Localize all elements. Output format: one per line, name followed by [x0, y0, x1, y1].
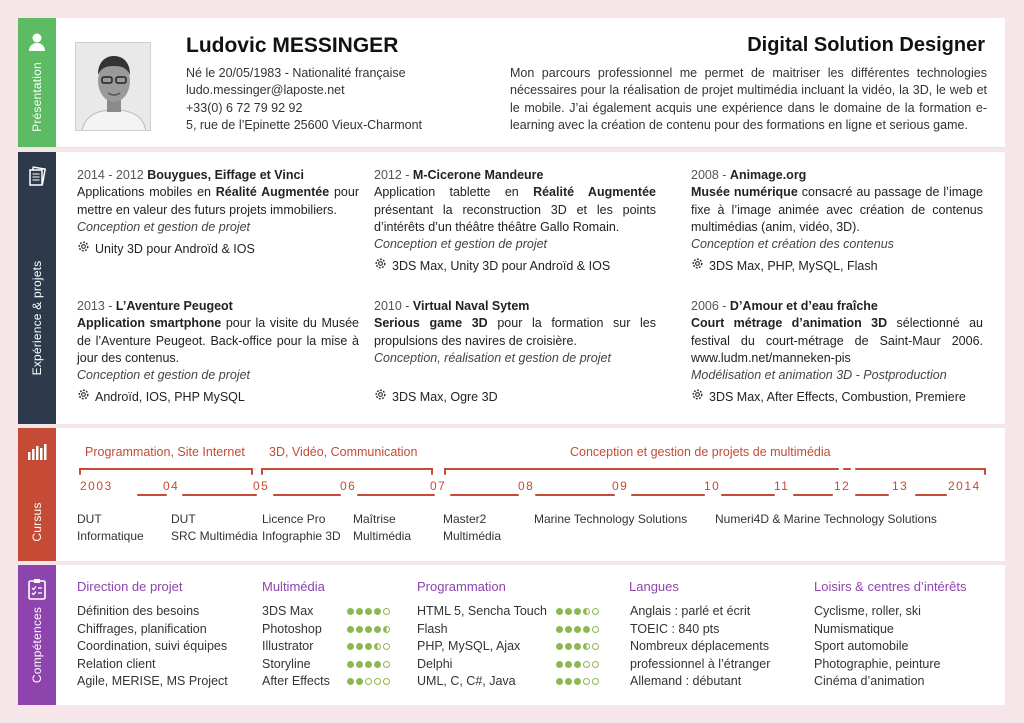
experience-years: 2014 - 2012	[77, 168, 148, 182]
presentation-sidebar	[18, 18, 56, 147]
rating-dot	[574, 678, 581, 685]
cursus-entry	[262, 511, 341, 544]
skill-row	[417, 638, 599, 656]
cursus-entry-detail: Multimédia	[443, 528, 502, 543]
cursus-entry	[443, 511, 501, 544]
experience-section	[18, 152, 1005, 424]
cursus-entry-title: Marine Technology Solutions	[534, 512, 688, 526]
rating-dot	[592, 678, 599, 685]
skills-sidebar	[18, 565, 56, 705]
skill-name: PHP, MySQL, Ajax	[417, 639, 521, 653]
skills-section	[18, 565, 1005, 705]
rating-dot	[383, 678, 390, 685]
skill-list-programmation	[417, 603, 599, 691]
gear-icon	[691, 388, 704, 406]
skill-group-title: Programmation	[417, 579, 506, 594]
timeline-year: 07	[430, 479, 447, 493]
cursus-entry-title: Licence Pro	[262, 512, 326, 526]
skill-rating	[556, 643, 599, 650]
cursus-entry-title: Maîtrise	[353, 512, 396, 526]
phase-bracket	[80, 469, 252, 474]
clipboard-checklist-icon	[18, 575, 56, 603]
skills-side-label: Compétences	[30, 606, 44, 684]
presentation-side-label: Présentation	[30, 62, 44, 132]
experience-role: Conception et gestion de projet	[374, 237, 548, 252]
gear-icon	[691, 257, 704, 275]
experience-sidebar	[18, 152, 56, 424]
user-icon	[18, 28, 56, 56]
experience-company: Animage.org	[729, 168, 807, 182]
rating-dot	[592, 608, 599, 615]
skill-item: Anglais : parlé et écrit	[630, 604, 751, 618]
skill-group-title: Loisirs & centres d’intérêts	[814, 579, 967, 594]
experience-highlight: Application smartphone	[77, 316, 222, 331]
rating-dot	[565, 608, 572, 615]
skill-name: Storyline	[262, 656, 311, 671]
candidate-name: Ludovic MESSINGER	[186, 34, 399, 57]
experience-role: Conception, réalisation et gestion de projet	[374, 350, 611, 365]
skill-row	[262, 656, 390, 674]
experience-years: 2012 -	[374, 168, 413, 182]
rating-dot	[365, 626, 372, 633]
cursus-entry-detail: Multimédia	[353, 528, 412, 543]
skill-item: Agile, MERISE, MS Project	[77, 674, 228, 688]
timeline-year: 2014	[948, 479, 981, 493]
experience-item	[691, 167, 983, 276]
gear-icon	[77, 240, 90, 258]
skill-rating	[347, 608, 390, 615]
skill-group-title: Multimédia	[262, 579, 325, 594]
cursus-section	[18, 428, 1005, 561]
rating-dot	[574, 643, 581, 650]
documents-icon	[18, 162, 56, 190]
experience-company: Bouygues, Eiffage et Vinci	[147, 168, 304, 182]
skill-name: HTML 5, Sencha Touch	[417, 604, 547, 618]
gear-icon	[77, 388, 90, 406]
rating-dot	[565, 661, 572, 668]
timeline-year: 08	[518, 479, 535, 493]
timeline-year: 13	[892, 479, 909, 493]
skill-name: After Effects	[262, 674, 330, 688]
skill-rating	[347, 643, 390, 650]
timeline-lines	[18, 428, 1005, 508]
experience-item	[77, 167, 359, 258]
cursus-entry	[171, 511, 258, 544]
experience-highlight: Court métrage d’animation 3D	[691, 316, 888, 331]
skill-name: 3DS Max	[262, 604, 314, 618]
rating-dot	[565, 626, 572, 633]
rating-dot	[556, 661, 563, 668]
experience-item	[374, 167, 656, 276]
skill-item: Relation client	[77, 656, 156, 671]
skill-list-loisirs	[814, 603, 940, 691]
address: 5, rue de l’Epinette 25600 Vieux-Charmont	[186, 118, 423, 133]
experience-highlight: Musée numérique	[691, 185, 798, 200]
presentation-section	[18, 18, 1005, 148]
rating-dot	[365, 643, 372, 650]
experience-desc-end: présentant la reconstruction 3D et les points d’intérêts d’un théâtre théâtre Gallo Romain.	[374, 202, 656, 234]
skill-rating	[347, 626, 390, 633]
experience-desc-end: pour la visite du Musée de l’Aventure Peugeot. Back-office pour la mise à jour des contenus.	[77, 316, 359, 365]
skill-list-multimedia	[262, 603, 390, 691]
experience-tech: Androïd, IOS, PHP MySQL	[95, 389, 245, 404]
rating-dot	[356, 608, 363, 615]
rating-dot	[565, 643, 572, 650]
experience-years: 2010 -	[374, 299, 413, 313]
cursus-entry-title: Master2	[443, 512, 487, 526]
rating-dot	[365, 608, 372, 615]
experience-item	[691, 298, 983, 407]
phone: +33(0) 6 72 79 92 92	[186, 100, 303, 115]
rating-dot	[374, 608, 381, 615]
experience-item	[77, 298, 359, 407]
rating-dot	[374, 626, 381, 633]
skill-item: Nombreux déplacements	[630, 639, 769, 653]
skill-group-title: Direction de projet	[77, 579, 183, 594]
rating-dot	[592, 643, 599, 650]
experience-company: M-Cicerone Mandeure	[412, 168, 544, 182]
phase-label: Conception et gestion de projets de multimédia	[570, 445, 831, 459]
experience-desc-end: sélectionné au festival du court-métrage de Saint-Maur 2006. www.ludm.net/manneken-pis	[691, 316, 984, 365]
experience-years: 2008 -	[691, 168, 730, 182]
skill-rating	[347, 678, 390, 685]
rating-dot	[383, 626, 390, 633]
skill-name: Photoshop	[262, 621, 322, 636]
skill-row	[262, 603, 390, 621]
email: ludo.messinger@laposte.net	[186, 83, 345, 98]
rating-dot	[574, 661, 581, 668]
skill-rating	[556, 626, 599, 633]
phase-label: 3D, Vidéo, Communication	[269, 445, 418, 459]
skill-row	[262, 621, 390, 639]
rating-dot	[574, 626, 581, 633]
rating-dot	[574, 608, 581, 615]
rating-dot	[347, 608, 354, 615]
rating-dot	[383, 643, 390, 650]
rating-dot	[383, 661, 390, 668]
cursus-side-label: Cursus	[30, 502, 44, 542]
skill-rating	[347, 661, 390, 668]
experience-role: Conception et gestion de projet	[77, 368, 251, 383]
rating-dot	[556, 608, 563, 615]
cursus-entry-title: DUT	[171, 512, 196, 526]
experience-tech: Unity 3D pour Androïd & IOS	[95, 241, 255, 256]
phase-bracket	[856, 469, 985, 474]
timeline-year: 11	[774, 479, 790, 493]
rating-dot	[383, 608, 390, 615]
skill-rating	[556, 661, 599, 668]
cursus-entry-detail: Infographie 3D	[262, 528, 341, 543]
rating-dot	[347, 626, 354, 633]
experience-tech: 3DS Max, After Effects, Combustion, Premiere	[709, 389, 966, 404]
rating-dot	[365, 678, 372, 685]
skill-row	[417, 656, 599, 674]
timeline-year: 2003	[80, 479, 113, 493]
rating-dot	[583, 661, 590, 668]
rating-dot	[374, 643, 381, 650]
job-title: Digital Solution Designer	[747, 34, 985, 56]
rating-dot	[592, 661, 599, 668]
rating-dot	[347, 643, 354, 650]
timeline-year: 06	[340, 479, 357, 493]
skill-item: Cyclisme, roller, ski	[814, 604, 921, 618]
rating-dot	[556, 626, 563, 633]
rating-dot	[356, 661, 363, 668]
skill-rating	[556, 608, 599, 615]
rating-dot	[583, 626, 590, 633]
timeline-year: 05	[253, 479, 270, 493]
skill-name: Illustrator	[262, 639, 314, 653]
rating-dot	[347, 678, 354, 685]
skill-name: UML, C, C#, Java	[417, 674, 516, 688]
phase-label: Programmation, Site Internet	[85, 445, 245, 459]
experience-years: 2006 -	[691, 299, 730, 313]
rating-dot	[565, 678, 572, 685]
skill-name: Delphi	[417, 656, 453, 671]
skill-list-langues	[630, 603, 770, 691]
skill-row	[417, 673, 599, 691]
timeline-year: 04	[163, 479, 180, 493]
phase-bracket	[262, 469, 432, 474]
skill-row	[417, 603, 599, 621]
skill-item: TOEIC : 840 pts	[630, 621, 720, 636]
rating-dot	[583, 678, 590, 685]
skill-item: Cinéma d’animation	[814, 674, 925, 688]
experience-side-label: Expérience & projets	[30, 260, 44, 376]
rating-dot	[583, 608, 590, 615]
rating-dot	[583, 643, 590, 650]
intro-paragraph: Mon parcours professionnel me permet de maitriser les différentes technologies nécessaires pour la réalisation de projet multimédia incluant la vidéo, la 3D, le web et le mobile. J’ai également acquis une expérience dans le domaine de la formation e-learning avec la création de contenu pour des formations en ligne et serious game.	[510, 66, 987, 133]
experience-role: Modélisation et animation 3D - Postproduction	[691, 368, 947, 383]
experience-highlight: Serious game 3D	[374, 316, 488, 331]
skill-row	[417, 621, 599, 639]
cursus-entry	[534, 511, 687, 528]
experience-company: D’Amour et d’eau fraîche	[729, 299, 878, 313]
experience-desc-end: consacré au passage de l’image fixe à l’image animée avec création de contenus multimédias (anim, vidéo, 3D).	[691, 185, 983, 234]
skill-item: Photographie, peinture	[814, 656, 941, 671]
experience-tech: 3DS Max, PHP, MySQL, Flash	[709, 258, 878, 273]
rating-dot	[556, 678, 563, 685]
cursus-entry-detail: SRC Multimédia	[171, 528, 258, 543]
experience-role: Conception et création des contenus	[691, 237, 894, 252]
cursus-entry	[353, 511, 411, 544]
rating-dot	[356, 643, 363, 650]
rating-dot	[592, 626, 599, 633]
skill-name: Flash	[417, 621, 448, 636]
cursus-entry	[77, 511, 144, 544]
rating-dot	[374, 661, 381, 668]
cursus-entry	[715, 511, 937, 528]
experience-highlight: Réalité Augmentée	[533, 185, 656, 200]
profile-photo	[75, 42, 151, 131]
experience-desc-end: pour la formation sur les propulsions des navires de croisière.	[374, 316, 656, 348]
rating-dot	[347, 661, 354, 668]
skill-item: Coordination, suivi équipes	[77, 639, 228, 653]
skill-item: Chiffrages, planification	[77, 621, 207, 636]
skill-item: Allemand : débutant	[630, 674, 742, 688]
rating-dot	[556, 643, 563, 650]
gear-icon	[374, 257, 387, 275]
skill-item: Sport automobile	[814, 639, 909, 653]
gear-icon	[374, 388, 387, 406]
experience-role: Conception et gestion de projet	[77, 219, 251, 234]
timeline-year: 09	[612, 479, 629, 493]
cursus-entry-title: DUT	[77, 512, 102, 526]
skill-row	[262, 638, 390, 656]
contact-info	[186, 65, 422, 135]
experience-desc-end: pour mettre en valeur des futurs projets immobiliers.	[77, 185, 360, 217]
timeline-year: 12	[834, 479, 851, 493]
skill-group-title: Langues	[629, 579, 679, 594]
timeline-year: 10	[704, 479, 721, 493]
skill-row	[262, 673, 390, 691]
experience-years: 2013 -	[77, 299, 116, 313]
birth-nationality: Né le 20/05/1983 - Nationalité française	[186, 66, 406, 80]
rating-dot	[365, 661, 372, 668]
skill-item: professionnel à l’étranger	[630, 656, 771, 671]
cursus-entry-title: Numeri4D & Marine Technology Solutions	[715, 512, 937, 526]
rating-dot	[356, 626, 363, 633]
rating-dot	[374, 678, 381, 685]
experience-highlight: Réalité Augmentée	[215, 185, 330, 200]
phase-bracket	[445, 469, 838, 474]
experience-company: Virtual Naval Sytem	[412, 299, 530, 313]
cursus-entry-detail: Informatique	[77, 528, 144, 543]
experience-tech: 3DS Max, Unity 3D pour Androïd & IOS	[392, 258, 611, 273]
skill-item: Définition des besoins	[77, 604, 200, 618]
experience-tech: 3DS Max, Ogre 3D	[392, 389, 498, 404]
experience-item	[374, 298, 656, 406]
skill-item: Numismatique	[814, 621, 894, 636]
skill-list-direction	[77, 603, 228, 691]
experience-company: L’Aventure Peugeot	[115, 299, 233, 313]
skill-rating	[556, 678, 599, 685]
rating-dot	[356, 678, 363, 685]
experience-desc: Applications mobiles en	[77, 185, 216, 200]
experience-desc: Application tablette en	[374, 185, 534, 200]
